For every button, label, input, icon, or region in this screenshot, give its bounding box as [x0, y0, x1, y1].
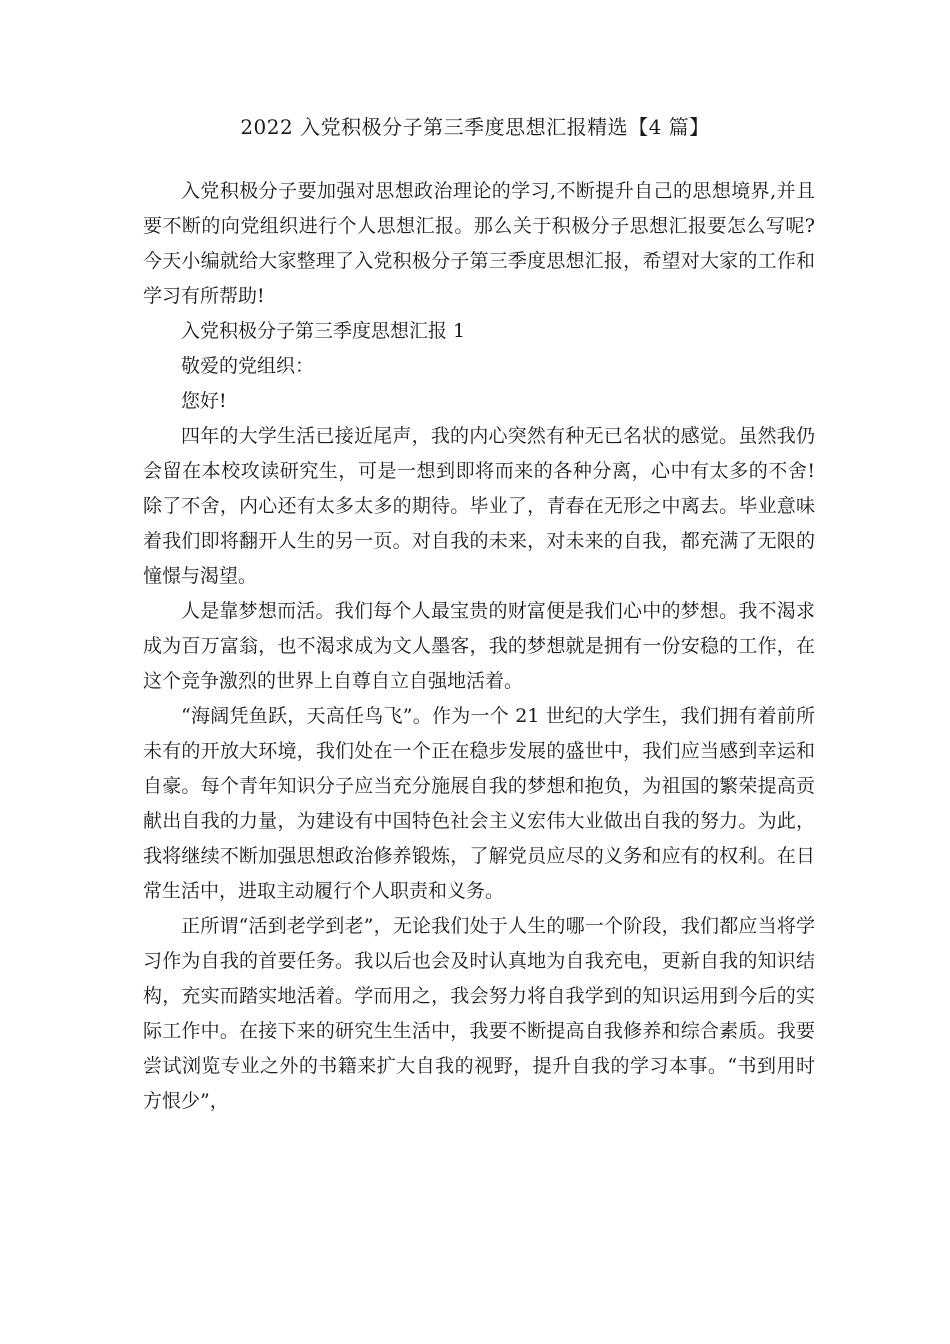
document-title: 2022 入党积极分子第三季度思想汇报精选【4 篇】 [240, 115, 710, 139]
intro-paragraph: 入党积极分子要加强对思想政治理论的学习,不断提升自己的思想境界,并且要不断的向党组织进行个人思想汇报。那么关于积极分子思想汇报要怎么写呢?今天小编就给大家整理了入党积极分子第三季度思想汇报，希望对大家的工作和学习有所帮助! [143, 180, 815, 307]
document-body [143, 174, 815, 1119]
body-paragraph: 四年的大学生活已接近尾声，我的内心突然有种无已名状的感觉。虽然我仍会留在本校攻读研究生，可是一想到即将而来的各种分离，心中有太多的不舍!除了不舍，内心还有太多太多的期待。毕业了，青春在无形之中离去。毕业意味着我们即将翻开人生的另一页。对自我的未来，对未来的自我，都充满了无限的憧憬与渴望。 [143, 425, 815, 587]
salutation: 敬爱的党组织： [181, 355, 315, 377]
section-heading: 入党积极分子第三季度思想汇报 1 [181, 320, 466, 342]
greeting: 您好! [181, 390, 227, 412]
body-paragraph: “海阔凭鱼跃，天高任鸟飞”。作为一个 21 世纪的大学生，我们拥有着前所未有的开放大环境，我们处在一个正在稳步发展的盛世中，我们应当感到幸运和自豪。每个青年知识分子应当充分施展自我的梦想和抱负，为祖国的繁荣提高贡献出自我的力量，为建设有中国特色社会主义宏伟大业做出自我的努力。为此，我将继续不断加强思想政治修养锻炼，了解党员应尽的义务和应有的权利。在日常生活中，进取主动履行个人职责和义务。 [143, 705, 815, 902]
body-paragraph: 人是靠梦想而活。我们每个人最宝贵的财富便是我们心中的梦想。我不渴求成为百万富翁，也不渴求成为文人墨客，我的梦想就是拥有一份安稳的工作，在这个竞争激烈的世界上自尊自立自强地活着。 [143, 600, 815, 692]
body-paragraph: 正所谓“活到老学到老”，无论我们处于人生的哪一个阶段，我们都应当将学习作为自我的首要任务。我以后也会及时认真地为自我充电，更新自我的知识结构，充实而踏实地活着。学而用之，我会努力将自我学到的知识运用到今后的实际工作中。在接下来的研究生生活中，我要不断提高自我修养和综合素质。我要尝试浏览专业之外的书籍来扩大自我的视野，提升自我的学习本事。“书到用时方恨少”， [143, 915, 815, 1112]
